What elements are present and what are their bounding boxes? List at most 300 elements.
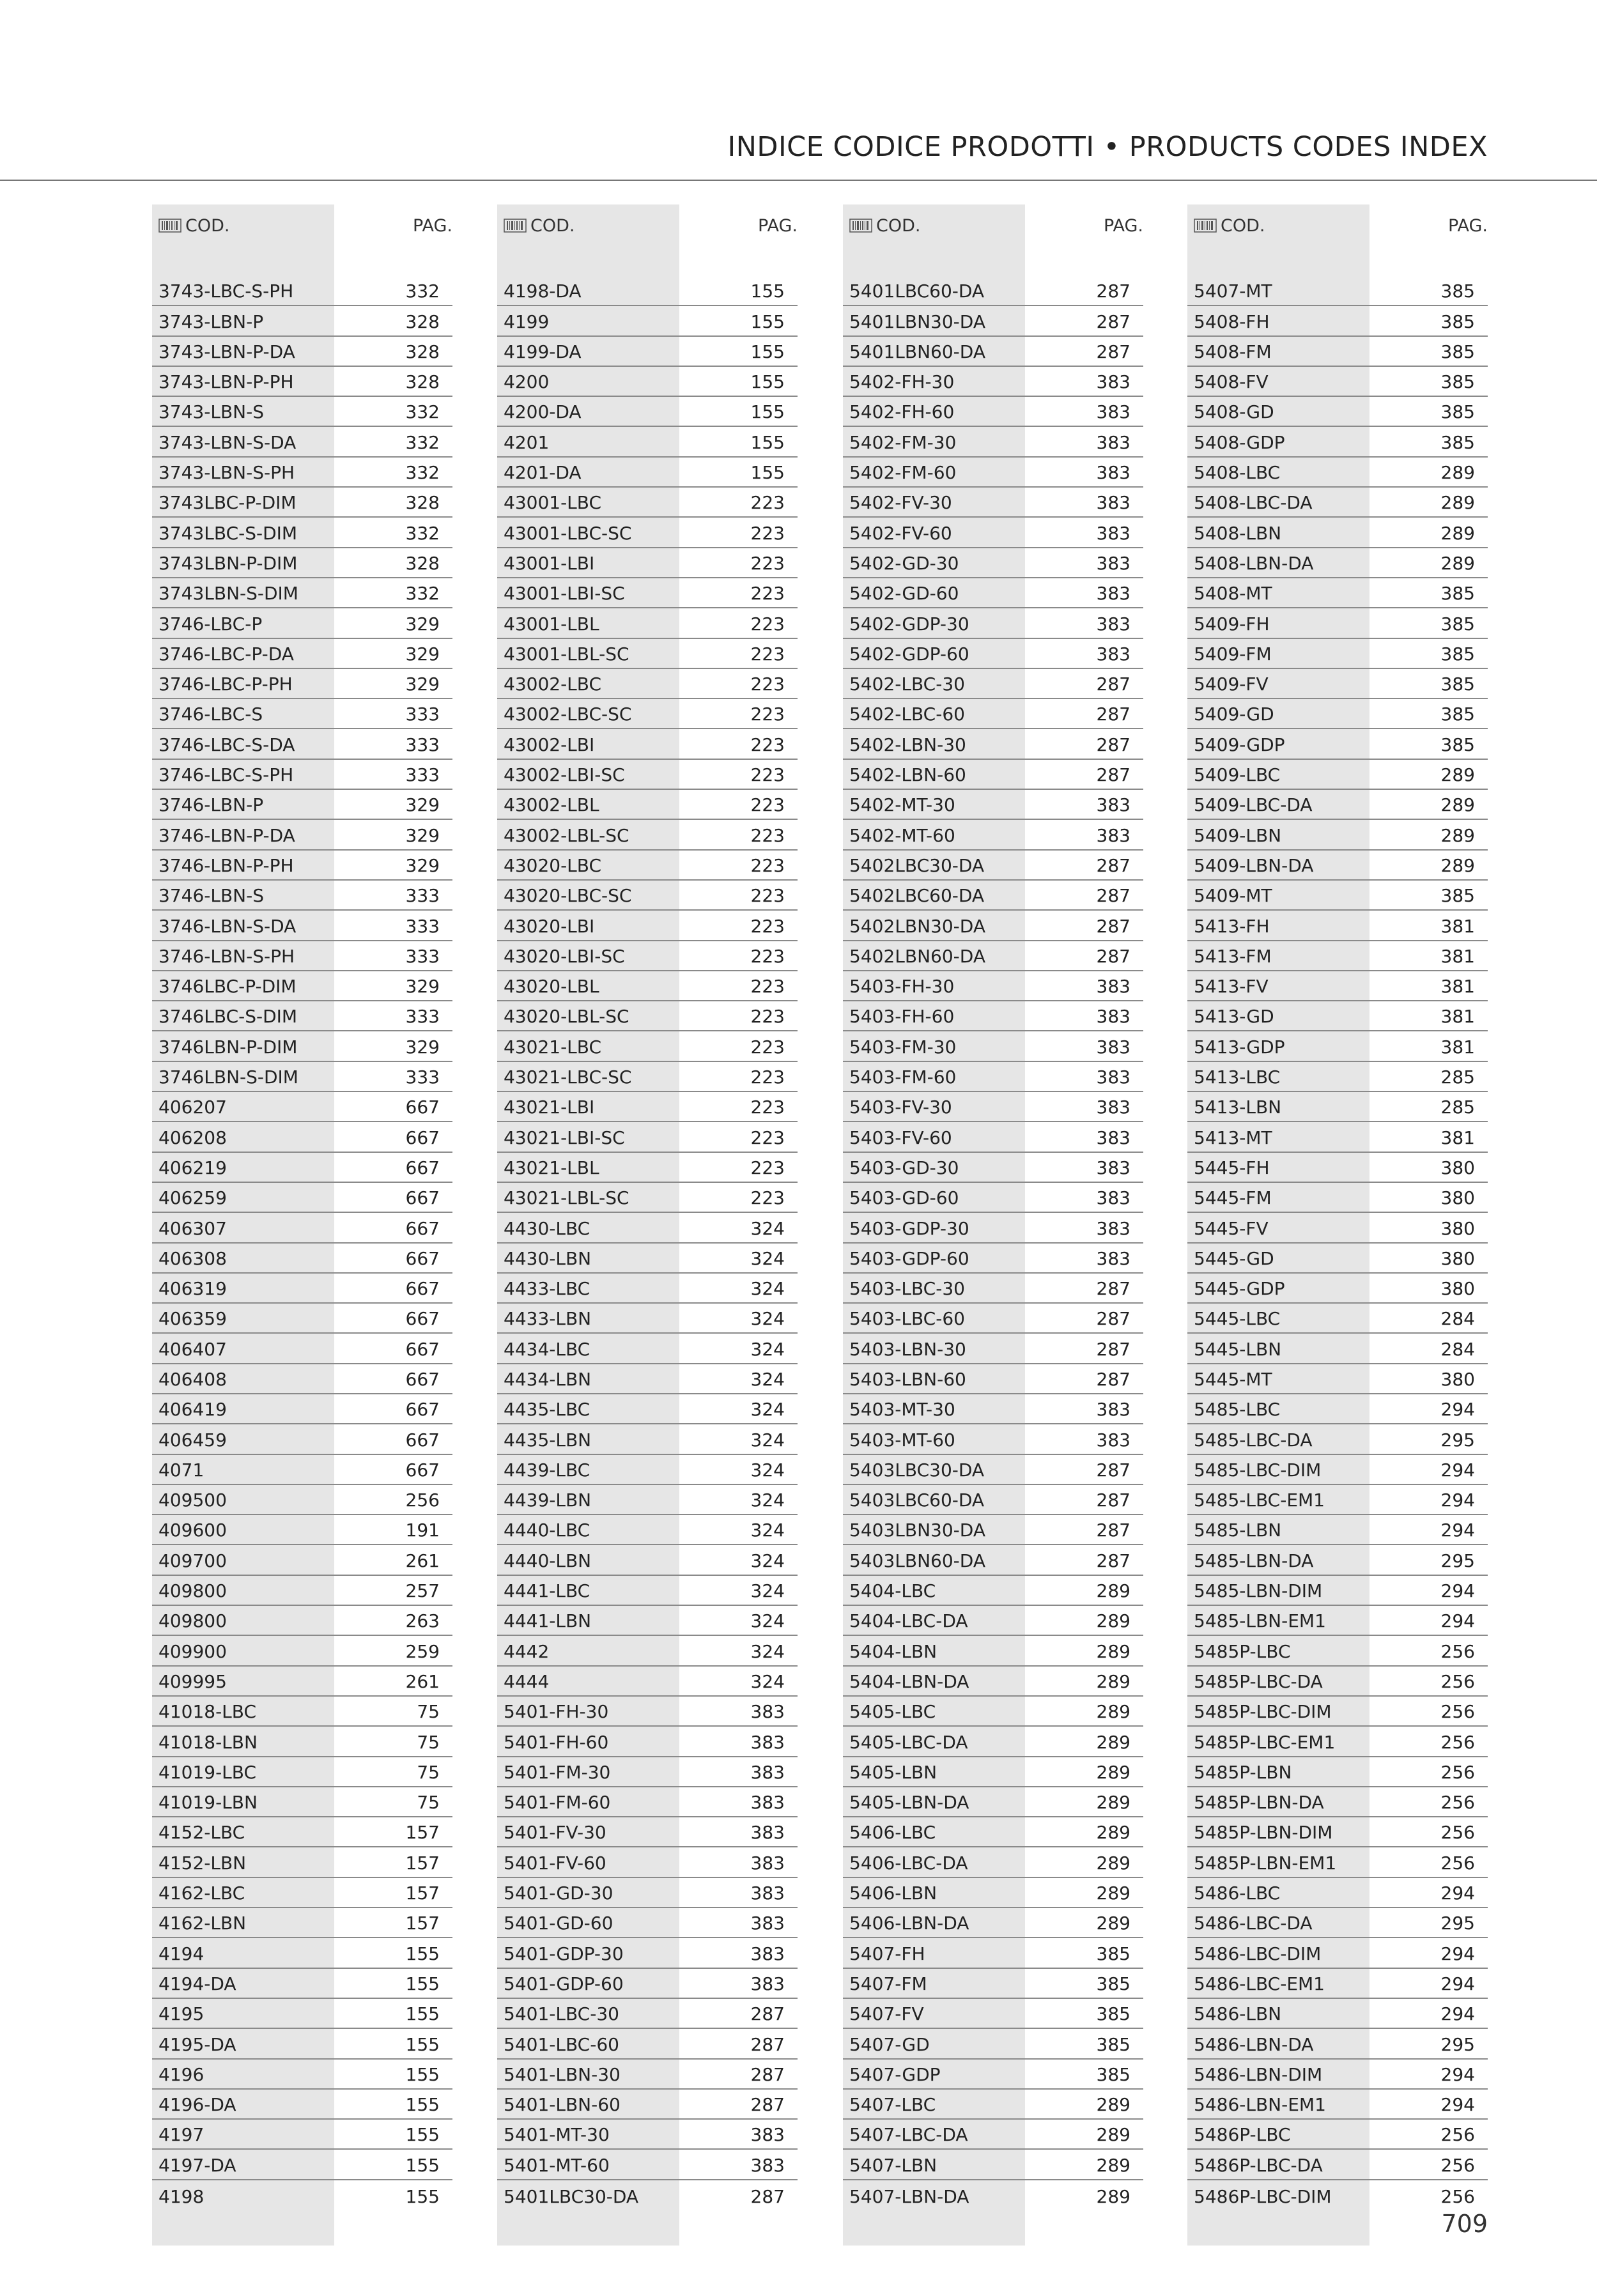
index-row: [843, 1304, 1143, 1334]
product-code: 43001-LBC-SC: [504, 522, 632, 544]
product-code: 5402-FV-60: [849, 522, 952, 544]
page-ref: 223: [750, 492, 785, 514]
product-code: 4194-DA: [158, 1973, 236, 1994]
page-ref: 256: [1440, 2186, 1475, 2207]
index-row: [1187, 458, 1488, 488]
index-row: [152, 1697, 452, 1727]
product-code: 4439-LBN: [504, 1490, 592, 1511]
index-row: [152, 427, 452, 457]
index-row: [497, 941, 798, 971]
index-row: [152, 790, 452, 820]
index-row: [1187, 1122, 1488, 1152]
index-row: [843, 1636, 1143, 1666]
index-row: [497, 1787, 798, 1817]
barcode-icon: [158, 218, 181, 233]
product-code: 5407-FH: [849, 1943, 925, 1964]
product-code: 3743-LBN-P-PH: [158, 371, 294, 393]
product-code: 5486P-LBC-DA: [1194, 2154, 1323, 2176]
index-row: [497, 820, 798, 850]
index-row: [843, 458, 1143, 488]
index-row: [152, 1757, 452, 1787]
product-code: 5401-FH-60: [504, 1731, 609, 1753]
index-row: [843, 1908, 1143, 1938]
product-code: 5408-LBN-DA: [1194, 552, 1314, 574]
page-ref: 155: [750, 462, 785, 484]
page-ref: 324: [750, 1429, 785, 1451]
product-code: 5408-LBC-DA: [1194, 492, 1313, 514]
index-row: [497, 1908, 798, 1938]
product-code: 5405-LBC-DA: [849, 1731, 968, 1753]
index-row: [843, 1515, 1143, 1545]
page-ref: 157: [405, 1822, 440, 1844]
product-code: 5407-LBN: [849, 2154, 937, 2176]
index-row: [152, 1515, 452, 1545]
product-code: 5403-LBN-30: [849, 1338, 966, 1360]
product-code: 4439-LBC: [504, 1459, 590, 1481]
page-ref: 256: [1440, 1731, 1475, 1753]
page-ref: 287: [1096, 1338, 1130, 1360]
page-ref: 285: [1440, 1097, 1475, 1118]
page-ref: 289: [1096, 2124, 1130, 2146]
page-ref: 383: [1096, 613, 1130, 635]
index-row: [152, 1878, 452, 1908]
page-ref: 383: [1096, 643, 1130, 665]
product-code: 5409-FM: [1194, 643, 1272, 665]
index-row: [1187, 1545, 1488, 1575]
page-ref: 385: [1440, 341, 1475, 362]
index-row: [1187, 306, 1488, 336]
page-ref: 284: [1440, 1308, 1475, 1330]
index-row: [1187, 1576, 1488, 1606]
index-row: [497, 1847, 798, 1877]
product-code: 5401-GD-60: [504, 1913, 613, 1934]
product-code: 5485P-LBN-EM1: [1194, 1852, 1337, 1874]
code-header-label: COD.: [1221, 216, 1265, 236]
page-ref: 155: [750, 341, 785, 362]
index-row: [152, 548, 452, 578]
page-ref: 287: [1096, 704, 1130, 725]
product-code: 5485P-LBC-DA: [1194, 1670, 1323, 1692]
product-code: 409900: [158, 1640, 227, 1662]
index-row: [1187, 608, 1488, 638]
product-code: 43002-LBL: [504, 794, 599, 816]
page-ref: 324: [750, 1580, 785, 1602]
page-ref: 294: [1440, 1399, 1475, 1421]
page-ref: 381: [1440, 976, 1475, 998]
page-ref: 383: [1096, 371, 1130, 393]
index-row: [843, 1727, 1143, 1757]
code-header-label: COD.: [185, 216, 230, 236]
index-row: [1187, 1667, 1488, 1697]
product-code: 43020-LBC-SC: [504, 885, 632, 907]
index-row: [843, 1092, 1143, 1122]
index-row: [1187, 1878, 1488, 1908]
product-code: 5402LBC60-DA: [849, 885, 985, 907]
page-header-label: PAG.: [1447, 216, 1488, 236]
index-row: [497, 488, 798, 518]
index-row: [497, 306, 798, 336]
index-row: [843, 427, 1143, 457]
page-ref: 385: [1440, 583, 1475, 605]
index-row: [1187, 1455, 1488, 1485]
index-row: [497, 337, 798, 367]
index-row: [843, 639, 1143, 669]
product-code: 5403-GD-30: [849, 1157, 959, 1178]
index-row: [1187, 397, 1488, 427]
page-ref: 155: [750, 311, 785, 332]
index-row: [1187, 1364, 1488, 1394]
index-row: [152, 639, 452, 669]
product-code: 43020-LBL-SC: [504, 1006, 629, 1028]
page-ref: 223: [750, 552, 785, 574]
page-ref: 383: [1096, 1187, 1130, 1209]
page-ref: 287: [1096, 1520, 1130, 1541]
index-row: [843, 1878, 1143, 1908]
product-code: 5407-GD: [849, 2033, 930, 2055]
index-row: [843, 1062, 1143, 1092]
product-code: 4199-DA: [504, 341, 582, 362]
page-ref: 332: [405, 583, 440, 605]
index-row: [843, 1213, 1143, 1243]
index-row: [497, 1817, 798, 1847]
product-code: 5445-FM: [1194, 1187, 1272, 1209]
product-code: 5401-GDP-30: [504, 1943, 624, 1964]
page-ref: 289: [1096, 1580, 1130, 1602]
page-ref: 383: [1096, 431, 1130, 453]
index-row: [152, 1545, 452, 1575]
page-ref: 287: [750, 2003, 785, 2025]
product-code: 5402-FM-60: [849, 462, 957, 484]
page-ref: 381: [1440, 1127, 1475, 1148]
index-row: [152, 1213, 452, 1243]
product-code: 5408-FV: [1194, 371, 1269, 393]
page-ref: 256: [405, 1490, 440, 1511]
product-code: 3743-LBN-S-DA: [158, 431, 297, 453]
index-row: [152, 760, 452, 790]
product-code: 4440-LBC: [504, 1520, 590, 1541]
index-row: [843, 2120, 1143, 2150]
index-row: [152, 881, 452, 911]
index-rows: [152, 276, 452, 2210]
page-ref: 329: [405, 643, 440, 665]
index-row: [152, 1727, 452, 1757]
index-row: [497, 397, 798, 427]
product-code: 5401-GD-30: [504, 1883, 613, 1904]
page-ref: 155: [405, 2186, 440, 2207]
product-code: 5403-LBC-30: [849, 1278, 965, 1300]
product-code: 5403-FM-30: [849, 1036, 957, 1058]
page-header-label: PAG.: [1103, 216, 1143, 236]
index-row: [1187, 1394, 1488, 1424]
page-ref: 667: [405, 1278, 440, 1300]
index-row: [152, 1153, 452, 1183]
index-row: [152, 1485, 452, 1515]
index-rows: [1187, 276, 1488, 2210]
page-ref: 259: [405, 1640, 440, 1662]
page-ref: 667: [405, 1247, 440, 1269]
page-ref: 289: [1440, 794, 1475, 816]
index-row: [497, 1485, 798, 1515]
index-row: [843, 367, 1143, 397]
index-row: [152, 1606, 452, 1636]
index-row: [152, 1304, 452, 1334]
index-row: [497, 1364, 798, 1394]
product-code: 43001-LBC: [504, 492, 602, 514]
page-ref: 155: [405, 2063, 440, 2085]
index-row: [1187, 1092, 1488, 1122]
page-ref: 385: [1440, 281, 1475, 302]
page-ref: 263: [405, 1610, 440, 1632]
page-title: INDICE CODICE PRODOTTI • PRODUCTS CODES INDEX: [727, 131, 1488, 163]
index-row: [152, 1576, 452, 1606]
page-ref: 329: [405, 674, 440, 695]
index-row: [497, 2060, 798, 2090]
page-ref: 223: [750, 1067, 785, 1088]
index-row: [1187, 1274, 1488, 1304]
page-ref: 385: [1440, 674, 1475, 695]
page-ref: 223: [750, 613, 785, 635]
page-ref: 385: [1440, 431, 1475, 453]
page-ref: 332: [405, 522, 440, 544]
index-row: [497, 669, 798, 699]
page-ref: 383: [750, 2154, 785, 2176]
product-code: 5402LBC30-DA: [849, 854, 985, 876]
product-code: 406259: [158, 1187, 227, 1209]
page-ref: 383: [1096, 1006, 1130, 1028]
index-row: [152, 1031, 452, 1061]
page-ref: 667: [405, 1399, 440, 1421]
index-row: [843, 2090, 1143, 2120]
index-row: [1187, 1183, 1488, 1213]
index-row: [843, 608, 1143, 638]
product-code: 4435-LBC: [504, 1399, 590, 1421]
index-row: [1187, 1999, 1488, 2029]
product-code: 43020-LBC: [504, 854, 602, 876]
index-row: [843, 518, 1143, 548]
product-code: 406419: [158, 1399, 227, 1421]
page-ref: 329: [405, 1036, 440, 1058]
product-code: 5409-FH: [1194, 613, 1270, 635]
page-ref: 333: [405, 1006, 440, 1028]
product-code: 43002-LBI-SC: [504, 764, 625, 786]
product-code: 41019-LBN: [158, 1792, 258, 1814]
index-row: [152, 367, 452, 397]
index-row: [497, 1455, 798, 1485]
page-ref: 294: [1440, 1490, 1475, 1511]
page-ref: 287: [1096, 674, 1130, 695]
page-ref: 223: [750, 885, 785, 907]
index-row: [843, 1576, 1143, 1606]
index-row: [152, 729, 452, 759]
page-ref: 383: [1096, 824, 1130, 846]
page-ref: 333: [405, 915, 440, 937]
index-row: [843, 2060, 1143, 2090]
index-row: [497, 1213, 798, 1243]
product-code: 5403-MT-30: [849, 1399, 955, 1421]
product-code: 5413-MT: [1194, 1127, 1272, 1148]
page-ref: 333: [405, 734, 440, 755]
index-row: [497, 1244, 798, 1274]
page-ref: 155: [405, 1973, 440, 1994]
product-code: 3746-LBC-P-PH: [158, 674, 293, 695]
product-code: 5401-FM-30: [504, 1761, 611, 1783]
index-row: [843, 2180, 1143, 2210]
page-ref: 289: [1440, 522, 1475, 544]
product-code: 5402-LBC-60: [849, 704, 965, 725]
index-row: [1187, 1062, 1488, 1092]
product-code: 5485-LBC: [1194, 1399, 1281, 1421]
page-ref: 324: [750, 1610, 785, 1632]
product-code: 43021-LBC: [504, 1036, 602, 1058]
page-ref: 223: [750, 643, 785, 665]
page-ref: 383: [1096, 492, 1130, 514]
index-row: [497, 367, 798, 397]
index-row: [152, 578, 452, 608]
product-code: 5413-GDP: [1194, 1036, 1285, 1058]
page-ref: 289: [1440, 854, 1475, 876]
product-code: 409800: [158, 1580, 227, 1602]
product-code: 4430-LBC: [504, 1217, 590, 1239]
index-column-4: [1187, 204, 1488, 2210]
product-code: 5413-FM: [1194, 945, 1272, 967]
product-code: 5445-GD: [1194, 1247, 1274, 1269]
product-code: 3746-LBN-S-DA: [158, 915, 297, 937]
index-row: [152, 1244, 452, 1274]
product-code: 4441-LBC: [504, 1580, 590, 1602]
page-ref: 287: [750, 2033, 785, 2055]
page-ref: 75: [417, 1701, 440, 1723]
index-row: [843, 941, 1143, 971]
page-ref: 383: [1096, 401, 1130, 423]
product-code: 5403LBN30-DA: [849, 1520, 985, 1541]
page-ref: 287: [1096, 1459, 1130, 1481]
index-row: [1187, 1244, 1488, 1274]
product-code: 43002-LBC-SC: [504, 704, 632, 725]
page-ref: 287: [1096, 1550, 1130, 1571]
index-row: [843, 820, 1143, 850]
page-ref: 383: [1096, 462, 1130, 484]
column-header: [843, 204, 1143, 252]
index-row: [497, 639, 798, 669]
page-ref: 256: [1440, 1701, 1475, 1723]
index-row: [497, 1304, 798, 1334]
product-code: 3743LBC-P-DIM: [158, 492, 297, 514]
index-row: [497, 1757, 798, 1787]
page-ref: 223: [750, 976, 785, 998]
index-row: [1187, 2180, 1488, 2210]
index-row: [843, 306, 1143, 336]
product-code: 5403-GD-60: [849, 1187, 959, 1209]
page-ref: 287: [1096, 1490, 1130, 1511]
product-code: 3746LBN-S-DIM: [158, 1067, 298, 1088]
page-ref: 191: [405, 1520, 440, 1541]
page-ref: 383: [1096, 1429, 1130, 1451]
page-number: 709: [1441, 2210, 1488, 2238]
column-header: [497, 204, 798, 252]
product-code: 5402-LBN-60: [849, 764, 966, 786]
index-row: [497, 699, 798, 729]
index-row: [843, 729, 1143, 759]
page-ref: 287: [750, 2094, 785, 2116]
page-ref: 295: [1440, 1429, 1475, 1451]
page-ref: 294: [1440, 1610, 1475, 1632]
product-code: 5401-LBN-30: [504, 2063, 621, 2085]
page-ref: 380: [1440, 1217, 1475, 1239]
page-ref: 383: [1096, 1217, 1130, 1239]
page-ref: 667: [405, 1338, 440, 1360]
index-row: [152, 2090, 452, 2120]
index-row: [843, 669, 1143, 699]
product-code: 5402-GD-60: [849, 583, 959, 605]
index-row: [497, 760, 798, 790]
index-row: [152, 1274, 452, 1304]
product-code: 5413-LBN: [1194, 1097, 1282, 1118]
page-ref: 385: [1096, 1943, 1130, 1964]
page-ref: 332: [405, 281, 440, 302]
index-row: [843, 2029, 1143, 2059]
index-row: [843, 1001, 1143, 1031]
index-row: [497, 1334, 798, 1364]
index-row: [1187, 851, 1488, 881]
index-row: [1187, 427, 1488, 457]
index-row: [1187, 729, 1488, 759]
index-row: [152, 699, 452, 729]
page-ref: 383: [750, 1761, 785, 1783]
product-code: 5486-LBN: [1194, 2003, 1282, 2025]
page-header-label: PAG.: [412, 216, 452, 236]
product-code: 5402-MT-60: [849, 824, 955, 846]
index-row: [497, 2150, 798, 2180]
page-ref: 155: [405, 2003, 440, 2025]
index-row: [1187, 276, 1488, 306]
page-ref: 383: [750, 1943, 785, 1964]
product-code: 5406-LBC-DA: [849, 1852, 968, 1874]
index-row: [1187, 1485, 1488, 1515]
index-row: [152, 1817, 452, 1847]
page-ref: 383: [1096, 1067, 1130, 1088]
product-code: 406408: [158, 1368, 227, 1390]
page-ref: 329: [405, 794, 440, 816]
index-row: [1187, 548, 1488, 578]
index-row: [843, 1244, 1143, 1274]
index-row: [843, 1697, 1143, 1727]
index-row: [843, 699, 1143, 729]
product-code: 5409-LBC-DA: [1194, 794, 1313, 816]
product-code: 5407-LBC: [849, 2094, 936, 2116]
page-ref: 329: [405, 854, 440, 876]
product-code: 409600: [158, 1520, 227, 1541]
product-code: 5404-LBC: [849, 1580, 936, 1602]
product-code: 43001-LBL: [504, 613, 599, 635]
page-ref: 667: [405, 1127, 440, 1148]
page-ref: 332: [405, 462, 440, 484]
page-ref: 289: [1096, 1640, 1130, 1662]
product-code: 3743-LBN-S: [158, 401, 264, 423]
index-row: [843, 760, 1143, 790]
index-row: [152, 911, 452, 941]
page-ref: 289: [1096, 1883, 1130, 1904]
page-ref: 289: [1440, 552, 1475, 574]
index-row: [497, 1394, 798, 1424]
index-column-2: [497, 204, 798, 2210]
page-ref: 383: [750, 1883, 785, 1904]
page-ref: 155: [750, 431, 785, 453]
index-row: [1187, 639, 1488, 669]
index-row: [497, 1001, 798, 1031]
code-header: [1194, 216, 1265, 236]
product-code: 4444: [504, 1670, 550, 1692]
page-ref: 287: [750, 2063, 785, 2085]
